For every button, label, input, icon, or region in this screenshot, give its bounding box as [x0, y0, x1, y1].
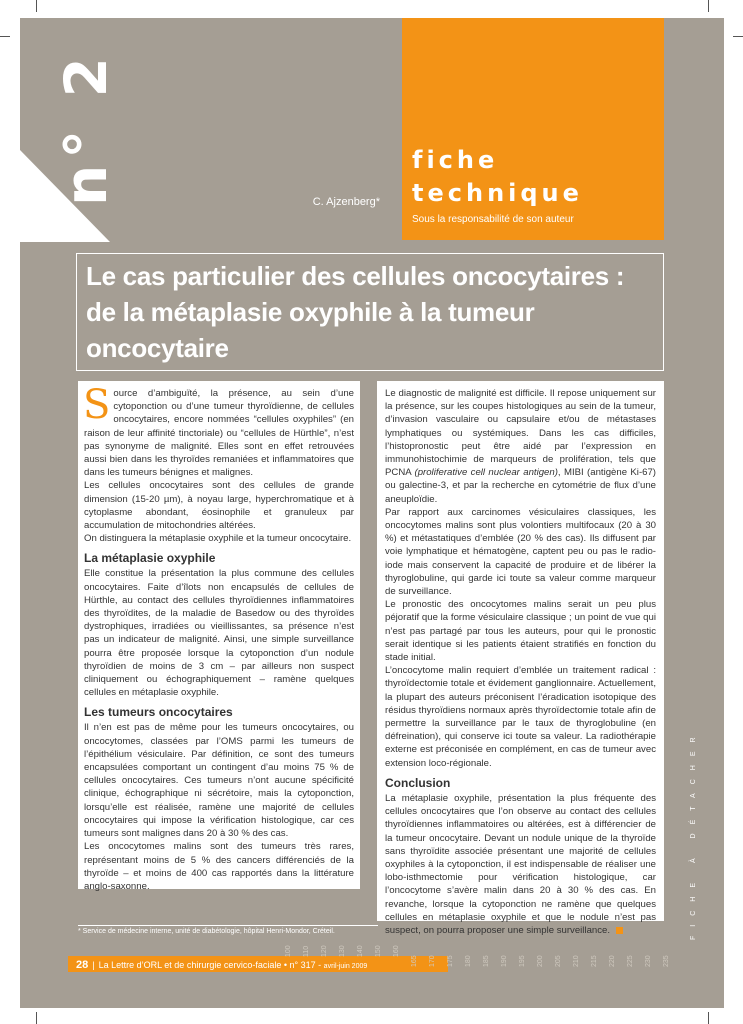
- journal-name: La Lettre d’ORL et de chirurgie cervico-faciale: [98, 960, 282, 970]
- section-heading: Conclusion: [385, 775, 451, 790]
- right-column: [377, 381, 664, 936]
- ruler-tick: 190: [501, 955, 508, 967]
- ruler-tick: 210: [573, 955, 580, 967]
- ruler-tick: 120: [321, 945, 328, 957]
- ruler-tick: 195: [519, 955, 526, 967]
- text: Le diagnostic de malignité est difficile. Il repose uniquement sur la présence, sur les coupes histologiques au sein de la tumeur, d’invasion vasculaire ou capsulaire et/ou de métastases lymphatiques ou systémiques. Dans les cas difficiles, l’histopronostic peut être aidé par l’expression en immunohistochimie de marqueurs de prolifération, tels que PCNA: [385, 388, 656, 479]
- page-number: 28: [76, 959, 89, 971]
- crop-mark: [733, 36, 743, 37]
- left-column: [78, 381, 360, 892]
- issue-number: • n° 317 -: [283, 960, 322, 970]
- paragraph: Par rapport aux carcinomes vésiculaires classiques, les oncocytomes malins sont plus volontiers multifocaux (20 à 30 %) et métastatiques d’emblée (20 % des cas). Ils diffusent par voie lymphatique et hématogène, captent peu ou pas le radio-iode mais conservent la capacité de produire et de libérer la thyroglobuline, qui garde ici toute sa valeur comme marqueur de surveillance.: [385, 506, 656, 598]
- issue-badge-text: n° 2: [52, 51, 120, 206]
- crop-mark: [708, 0, 709, 12]
- ruler-tick: 225: [627, 955, 634, 967]
- text: La métaplasie oxyphile, présentation la plus fréquente des cellules oncocytaires que l’on observe au contact des cellules thyroïdiennes inflammatoires ou altérées, est à différencier de la tumeur oncocytaire. Devant un nodule unique de la thyroïde sans thyroïdite associée présentant une majorité de cellules oxyphiles à la cytoponction, il est indispensable de réaliser une lobo-isthmectomie pour vérification histologique, car l’oncocytome s’avère malin dans 20 à 30 % des cas. En revanche, lorsque la cytoponction ne ramène que quelques cellules en métaplasie oxyphile et que le nodule n’est pas suspect, on pourra proposer une simple surveillance.: [385, 792, 656, 936]
- separator: |: [92, 960, 95, 970]
- paragraph: Le pronostic des oncocytomes malins serait un peu plus péjoratif que la forme vésiculaire classique ; un point de vue qui n’est pas partagé par tous les auteurs, pour qui le pronostic serait identique si les patients étaient stratifiés en fonction du stade initial.: [385, 599, 656, 664]
- text: , MIBI (antigène Ki-67) ou galectine-3, et par la recherche en cytométrie de flux d’une aneuploïdie.: [385, 467, 657, 505]
- article-title: Le cas particulier des cellules oncocytaires : de la métaplasie oxyphile à la tumeur oncocytaire: [86, 261, 625, 363]
- footnote: * Service de médecine interne, unité de diabétologie, hôpital Henri-Mondor, Créteil.: [78, 925, 378, 935]
- ruler-tick: 100: [285, 945, 292, 957]
- side-label: FICHE À DÉTACHER: [690, 728, 697, 940]
- paragraph: L’oncocytome malin requiert d’emblée un traitement radical : thyroïdectomie totale et évidement ganglionnaire. Actuellement, la plupart des auteurs préconisent l’éradication isotopique des résidus thyroïdiens normaux après thyroïdectomie totale afin de permettre la surveillance par le taux de thyroglobuline (en défreination), qui conserve ici toute sa valeur. La radiothérapie externe est préconisée en complément, en cas de tumeur avec extension loco-régionale.: [385, 665, 656, 769]
- ruler-tick: 140: [357, 945, 364, 957]
- fiche-subtitle: Sous la responsabilité de son auteur: [412, 214, 574, 225]
- intro-paragraph: [83, 382, 354, 479]
- author: C. Ajzenberg*: [312, 196, 380, 208]
- crop-mark: [708, 1012, 709, 1024]
- ruler-tick: 230: [645, 955, 652, 967]
- ruler-tick: 215: [591, 955, 598, 967]
- ruler-tick: 200: [537, 955, 544, 967]
- paragraph: [385, 792, 656, 937]
- ruler-tick: 110: [303, 945, 310, 957]
- ruler-tick: 170: [429, 955, 436, 967]
- title-box: [76, 253, 664, 371]
- section-heading: Les tumeurs oncocytaires: [84, 705, 233, 720]
- ruler-tick: 220: [609, 955, 616, 967]
- dropcap: S: [83, 382, 111, 428]
- end-mark-icon: [616, 927, 623, 934]
- corner-cut: [0, 0, 20, 18]
- italic-text: (proliferative cell nuclear antigen): [414, 467, 558, 479]
- ruler-tick: 165: [411, 955, 418, 967]
- fiche-title: [412, 144, 583, 210]
- paragraph: Il n’en est pas de même pour les tumeurs oncocytaires, ou oncocytomes, classées par l’OMS parmi les tumeurs de l’épithélium vésiculaire. Par définition, ce sont des tumeurs encapsulées comportant un contingent d’au moins 75 % de cellules oncocytaires. Ces tumeurs n’ont aucune spécificité clinique, échographique ni sécrétoire, mais la cytoponction, lorsqu’elle est réalisée, ramène une majorité de cellules oncocytaires qui impose la vérification histologique, car ces tumeurs sont malignes dans 20 à 30 % des cas.: [84, 722, 354, 840]
- section-heading: La métaplasie oxyphile: [84, 551, 216, 566]
- paragraph: Les oncocytomes malins sont des tumeurs très rares, représentant moins de 5 % des cancers différenciés de la thyroïde – et moins de 400 cas rapportés dans la littérature anglo-saxonne.: [84, 841, 354, 892]
- ruler-tick: 130: [339, 945, 346, 957]
- ruler-tick: 150: [375, 945, 382, 957]
- ruler-tick: 180: [465, 955, 472, 967]
- paragraph: [385, 387, 656, 506]
- color-ruler: [285, 935, 675, 975]
- paragraph: Elle constitue la présentation la plus commune des cellules oncocytaires. Faite d’îlots non encapsulés de cellules de Hürthle, au contact des cellules thyroïdiennes inflammatoires des thyroïdites, de la maladie de Basedow ou des thyroïdes dystrophiques, irradiées ou vieillissantes, sa présence n’est pas un indicateur de malignité. Ainsi, une simple surveillance pourra être proposée lorsque la cytoponction d’un nodule thyroïdien de moins de 3 cm – par ailleurs non suspect cliniquement ou échographiquement – ramène quelques cellules en métaplasie oxyphile.: [84, 568, 354, 699]
- crop-mark: [0, 36, 10, 37]
- paragraph: On distinguera la métaplasie oxyphile et la tumeur oncocytaire.: [84, 533, 352, 545]
- crop-mark: [36, 1012, 37, 1024]
- paragraph: Les cellules oncocytaires sont des cellules de grande dimension (15-20 µm), à noyau large, hyperchromatique et à cytoplasme abondant, éosinophile et granuleux par accumulation de mitochondries altérées.: [84, 480, 354, 532]
- diagonal-cut: [20, 150, 110, 242]
- intro-text: ource d’ambiguïté, la présence, au sein d’une cytoponction ou d’une tumeur thyroïdienne, de cellules oncocytaires, encore nommées “cellules oxyphiles” (en raison de leur affinité tinctoriale) ou “cellules de Hürthle”, n’est pas synonyme de malignité. Elles sont en effet retrouvées aussi bien dans les thyroïdes remaniées et inflammatoires que dans les tumeurs bénignes et malignes.: [84, 388, 354, 479]
- ruler-tick: 205: [555, 955, 562, 967]
- fiche-line2: technique: [412, 179, 583, 207]
- issue-date: avril-juin 2009: [323, 963, 368, 970]
- ruler-tick: 235: [663, 955, 670, 967]
- ruler-tick: 175: [447, 955, 454, 967]
- fiche-line1: fiche: [412, 146, 499, 174]
- crop-mark: [36, 0, 37, 12]
- ruler-tick: 185: [483, 955, 490, 967]
- ruler-tick: 160: [393, 945, 400, 957]
